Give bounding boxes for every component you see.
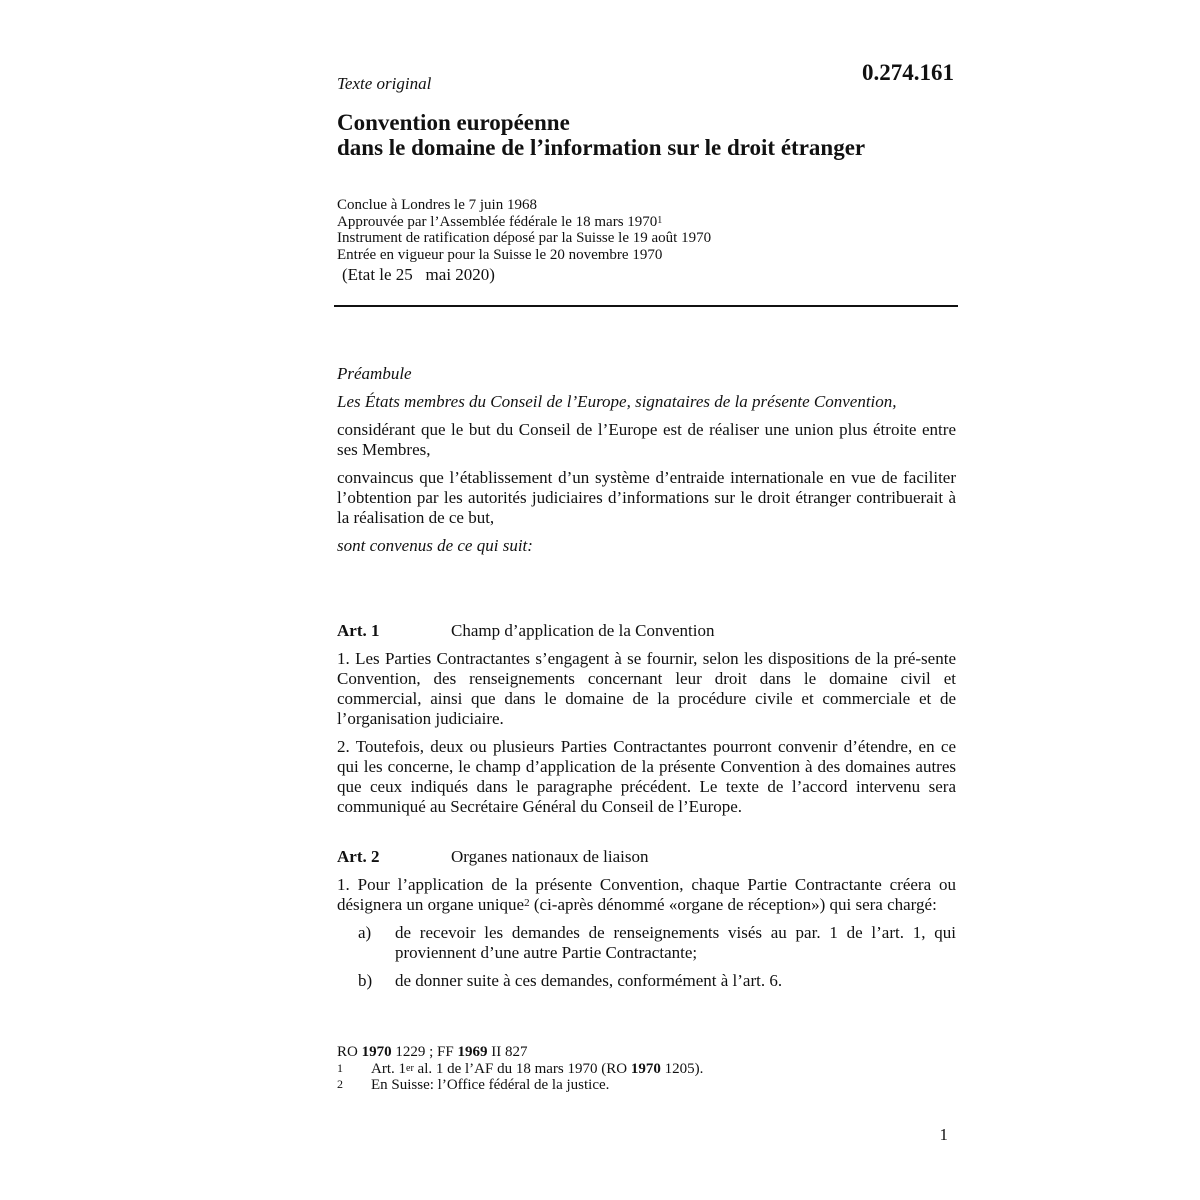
approved-text: Approuvée par l’Assemblée fédérale le 18 mars 1970 [337, 213, 658, 230]
page-number: 1 [939, 1125, 948, 1144]
ff-year: 1969 [457, 1044, 488, 1060]
preamble-convenus: sont convenus de ce qui suit: [337, 536, 533, 555]
fn-text-part: al. 1 de l’AF du 18 mars 1970 (RO [413, 1061, 631, 1077]
header-divider [334, 305, 958, 307]
ratification-line: Instrument de ratification déposé par la Suisse le 19 août 1970 [337, 230, 712, 246]
fn-text-part: 1205). [660, 1061, 704, 1077]
ro-end: II 827 [487, 1044, 528, 1060]
list-letter: b) [358, 971, 373, 990]
footnote-2 [337, 1077, 956, 1093]
document-page [337, 58, 956, 1144]
list-item [337, 923, 956, 963]
article-2-heading [337, 847, 956, 867]
article-number: Art. 2 [337, 847, 380, 866]
article-1-heading [337, 621, 956, 641]
title-line-1: Convention européenne [337, 110, 570, 135]
approved-line [337, 214, 956, 231]
preamble-heading: Préambule [337, 364, 412, 383]
header [337, 58, 956, 98]
article-number: Art. 1 [337, 621, 380, 640]
article-1-paragraph-1: 1. Les Parties Contractantes s’engagent à se fournir, selon les dispositions de la pré-sente Convention, des renseignements concernant leur droit dans le domaine civil et commercial, ainsi que dans le domaine de la procédure civile et commerciale et de l’organisation judiciaire. [337, 649, 956, 728]
status-date: (Etat le 25 mai 2020) [342, 265, 495, 284]
list-item [337, 971, 956, 991]
texte-original-label: Texte original [337, 74, 432, 93]
ro-prefix: RO [337, 1044, 362, 1060]
ro-year: 1970 [361, 1044, 392, 1060]
footnote-mark: 1 [337, 1061, 343, 1075]
footnote-ref-2[interactable]: 2 [524, 897, 530, 909]
metadata-block [337, 197, 956, 285]
ro-mid: 1229 ; FF [391, 1044, 458, 1060]
preamble-convaincus: convaincus que l’établissement d’un système d’entraide internationale en vue de faciliter l’obtention par les autorités judiciaires d’informations sur le droit étranger contribuerait à la réalisation de ce but, [337, 468, 956, 527]
footnote-mark: 2 [337, 1077, 343, 1091]
footnote-text [371, 1061, 703, 1077]
sr-number: 0.274.161 [862, 60, 954, 85]
article-2 [337, 847, 956, 999]
paragraph-text: (ci-après dénommé «organe de réception») qui sera chargé: [529, 895, 937, 914]
concluded-line: Conclue à Londres le 7 juin 1968 [337, 197, 537, 213]
preamble-section [337, 364, 956, 564]
document-title [337, 110, 956, 160]
footnote-1 [337, 1061, 956, 1077]
article-1 [337, 621, 956, 825]
entry-into-force-line: Entrée en vigueur pour la Suisse le 20 novembre 1970 [337, 246, 663, 263]
fn-text-part: Art. 1 [371, 1061, 406, 1077]
article-2-paragraph-1 [337, 875, 956, 915]
ro-reference [337, 1044, 956, 1060]
list-letter: a) [358, 923, 372, 942]
title-line-2: dans le domaine de l’information sur le droit étranger [337, 135, 866, 160]
preamble-states: Les États membres du Conseil de l’Europe, signataires de la présente Convention, [337, 392, 897, 411]
list-text: de recevoir les demandes de renseignements visés au par. 1 de l’art. 1, qui proviennent d’une autre Partie Contractante; [395, 923, 956, 962]
fn-sup: er [406, 1063, 414, 1074]
article-title: Champ d’application de la Convention [451, 621, 715, 640]
footnotes-section [337, 1044, 956, 1093]
footnote-text: En Suisse: l’Office fédéral de la justice. [371, 1077, 610, 1093]
article-title: Organes nationaux de liaison [451, 847, 649, 866]
list-text: de donner suite à ces demandes, conformément à l’art. 6. [395, 971, 783, 990]
fn-year: 1970 [630, 1061, 661, 1077]
paragraph-text: 1. Pour l’application de la présente Convention, chaque Partie Contractante créera ou désignera un organe unique [337, 875, 956, 914]
article-1-paragraph-2: 2. Toutefois, deux ou plusieurs Parties Contractantes pourront convenir d’étendre, en ce qui les concerne, le champ d’application de la présente Convention à des domaines autres que ceux indiqués dans le paragraphe précédent. Le texte de l’accord intervenu sera communiqué au Secrétaire Général du Conseil de l’Europe. [337, 737, 956, 816]
footnote-ref-1[interactable]: 1 [657, 214, 663, 226]
preamble-considerant: considérant que le but du Conseil de l’Europe est de réaliser une union plus étroite entre ses Membres, [337, 420, 956, 459]
